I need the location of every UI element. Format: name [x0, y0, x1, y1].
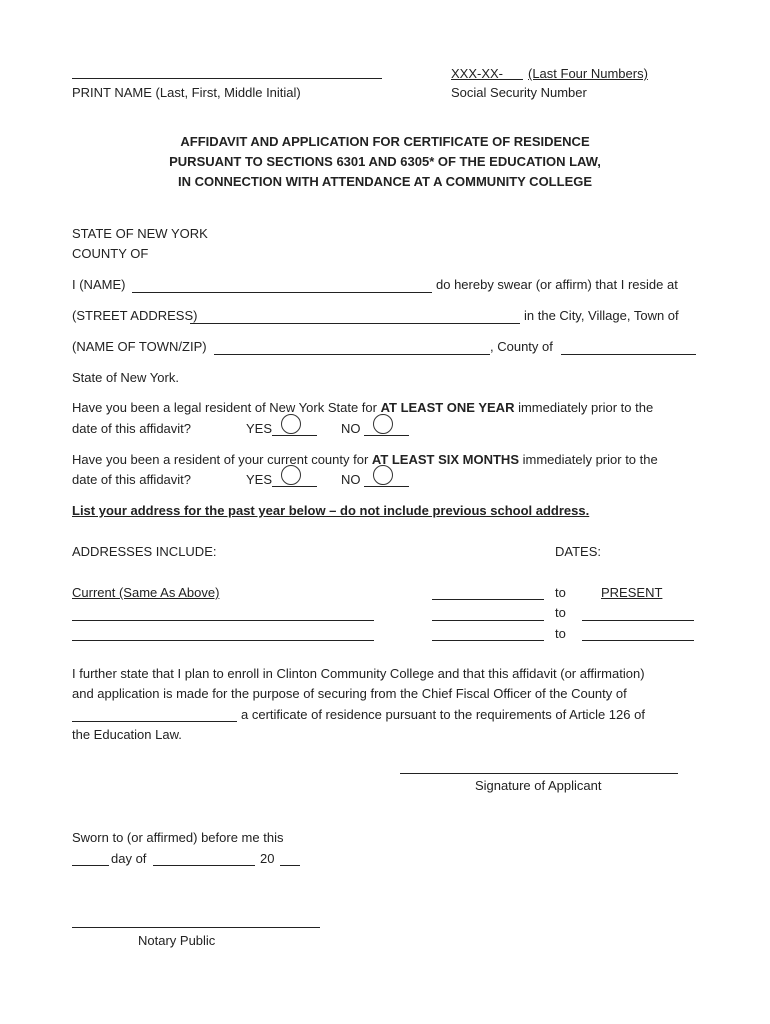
- notary-public-label: Notary Public: [138, 933, 216, 948]
- sworn-day-field[interactable]: [72, 865, 109, 866]
- question-2-yes-line: [272, 486, 317, 487]
- question-1-no-label: NO: [341, 421, 361, 436]
- to-label-2: to: [555, 605, 566, 620]
- state-label: STATE OF NEW YORK: [72, 226, 208, 241]
- street-address-field[interactable]: [190, 323, 520, 324]
- to-label-1: to: [555, 585, 566, 600]
- date-from-3-field[interactable]: [432, 640, 544, 641]
- name-field[interactable]: [132, 292, 432, 293]
- question-1-no-line: [364, 435, 409, 436]
- current-address-label: Current (Same As Above): [72, 585, 220, 600]
- present-label: PRESENT: [601, 585, 663, 600]
- statement-line-2: and application is made for the purpose of securing from the Chief Fiscal Officer of the County of: [72, 686, 627, 701]
- question-1-text: [72, 400, 653, 416]
- county-field[interactable]: [561, 354, 696, 355]
- question-2-no-checkbox[interactable]: [373, 465, 393, 485]
- question-2-yes-label: YES: [246, 472, 273, 487]
- question-1-no-checkbox[interactable]: [373, 414, 393, 434]
- question-2-text: [72, 452, 658, 468]
- address-instruction: List your address for the past year below – do not include previous school address.: [72, 503, 590, 518]
- street-suffix: in the City, Village, Town of: [524, 308, 679, 323]
- sworn-year-field[interactable]: [280, 865, 300, 866]
- question-1-yes-line: [272, 435, 317, 436]
- statement-line-3: a certificate of residence pursuant to the requirements of Article 126 of: [241, 707, 645, 722]
- signature-label: Signature of Applicant: [475, 778, 602, 793]
- question-1-emphasis: AT LEAST ONE YEAR: [380, 400, 515, 415]
- question-2-pre: Have you been a resident of your current county for: [72, 452, 372, 467]
- address-2-field[interactable]: [72, 620, 374, 621]
- county-label: COUNTY OF: [72, 246, 149, 261]
- question-1-post: immediately prior to the: [514, 400, 654, 415]
- applicant-signature-field[interactable]: [400, 773, 678, 774]
- date-from-1-field[interactable]: [432, 599, 544, 600]
- ssn-hint: (Last Four Numbers): [528, 66, 648, 81]
- question-2-line-2: date of this affidavit?: [72, 472, 192, 487]
- street-label: (STREET ADDRESS): [72, 308, 198, 323]
- date-to-3-field[interactable]: [582, 640, 694, 641]
- day-of-label: day of: [111, 851, 147, 866]
- notary-signature-field[interactable]: [72, 927, 320, 928]
- form-title-line-1: AFFIDAVIT AND APPLICATION FOR CERTIFICATE OF RESIDENCE: [180, 134, 590, 149]
- dates-label: DATES:: [555, 544, 601, 559]
- question-2-no-line: [364, 486, 409, 487]
- question-1-pre: Have you been a legal resident of New York State for: [72, 400, 381, 415]
- form-title-line-2: PURSUANT TO SECTIONS 6301 AND 6305* OF THE EDUCATION LAW,: [169, 154, 601, 169]
- question-2-post: immediately prior to the: [519, 452, 658, 467]
- town-zip-field[interactable]: [214, 354, 490, 355]
- sworn-month-field[interactable]: [153, 865, 255, 866]
- print-name-label: PRINT NAME (Last, First, Middle Initial): [72, 85, 301, 100]
- question-2-no-label: NO: [341, 472, 361, 487]
- statement-line-4: the Education Law.: [72, 727, 182, 742]
- state-of-ny-text: State of New York.: [72, 370, 179, 385]
- question-1-yes-checkbox[interactable]: [281, 414, 301, 434]
- fiscal-county-field[interactable]: [72, 721, 237, 722]
- question-2-emphasis: AT LEAST SIX MONTHS: [371, 452, 519, 467]
- question-2-yes-checkbox[interactable]: [281, 465, 301, 485]
- ssn-prefix: XXX-XX-: [451, 66, 504, 81]
- name-label: I (NAME): [72, 277, 126, 292]
- date-to-2-field[interactable]: [582, 620, 694, 621]
- county-of-label: , County of: [490, 339, 553, 354]
- address-3-field[interactable]: [72, 640, 374, 641]
- to-label-3: to: [555, 626, 566, 641]
- addresses-include-label: ADDRESSES INCLUDE:: [72, 544, 217, 559]
- question-1-line-2: date of this affidavit?: [72, 421, 192, 436]
- print-name-field[interactable]: [72, 78, 382, 79]
- ssn-label: Social Security Number: [451, 85, 587, 100]
- town-label: (NAME OF TOWN/ZIP): [72, 339, 207, 354]
- name-suffix: do hereby swear (or affirm) that I reside at: [436, 277, 678, 292]
- date-from-2-field[interactable]: [432, 620, 544, 621]
- statement-line-1: I further state that I plan to enroll in Clinton Community College and that this affidavit (or affirmation): [72, 666, 645, 681]
- year-prefix-label: 20: [260, 851, 275, 866]
- ssn-last-four-field[interactable]: [501, 79, 523, 80]
- sworn-text: Sworn to (or affirmed) before me this: [72, 830, 284, 845]
- form-title-line-3: IN CONNECTION WITH ATTENDANCE AT A COMMUNITY COLLEGE: [177, 174, 593, 189]
- question-1-yes-label: YES: [246, 421, 273, 436]
